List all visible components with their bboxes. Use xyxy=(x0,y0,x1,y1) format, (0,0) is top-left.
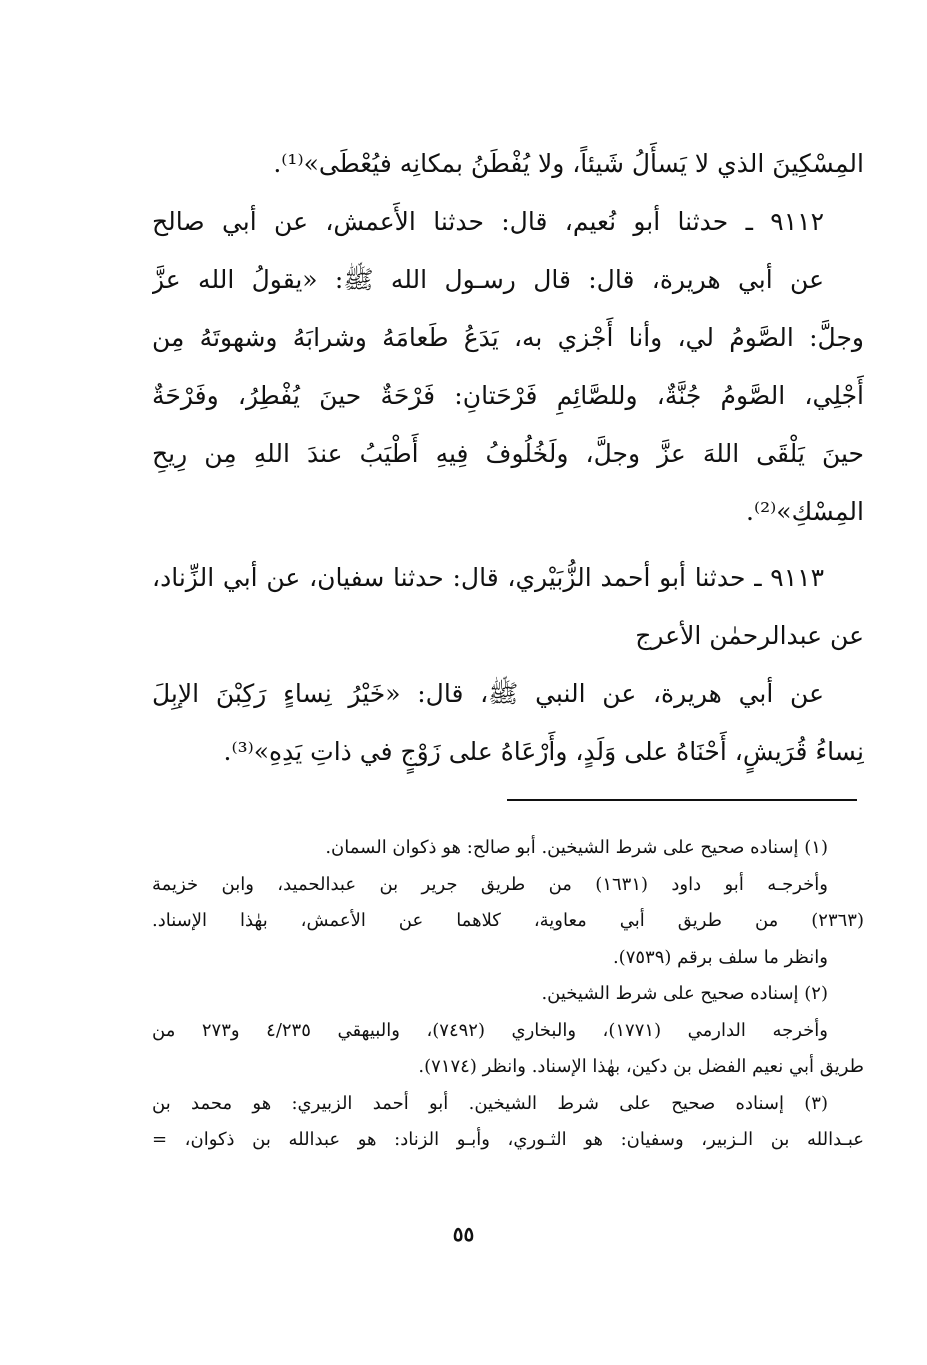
main-text xyxy=(152,135,864,781)
text-line: وجلَّ: الصَّومُ لي، وأنا أَجْزي به، يَدَعُ طَعامَهُ وشرابَهُ وشهوتَهُ مِن xyxy=(152,323,864,352)
footnote-line: طريق أبي نعيم الفضل بن دكين، بهٰذا الإسناد. وانظر (٧١٧٤). xyxy=(418,1056,864,1077)
footnote-line: (٢) إسناده صحيح على شرط الشيخين. xyxy=(541,983,828,1004)
footnote-line: وأخرجـه أبو داود (١٦٣١) من طريق جرير بن عبدالحميد، وابن خزيمة xyxy=(152,873,828,895)
text-line: نِساءُ قُرَيشٍ، أَحْنَاهُ على وَلَدٍ، وأَرْعَاهُ على زَوْجٍ في ذاتِ يَدِهِ»⁽³⁾. xyxy=(223,737,864,766)
footnote-line: (٢٣٦٣) من طريق أبي معاوية، كلاهما عن الأعمش، بهٰذا الإسناد. xyxy=(152,910,864,931)
text-line: المِسْكِينَ الذي لا يَسأَلُ شَيئاً، ولا يُفْطَنُ بمكانِه فيُعْطَى»⁽¹⁾. xyxy=(273,149,864,178)
text-line: أَجْلِي، الصَّومُ جُنَّةٌ، وللصَّائِمِ فَرْحَتانِ: فَرْحَةٌ حينَ يُفْطِرُ، وفَرْحَةٌ xyxy=(152,381,864,410)
page-number: ٥٥ xyxy=(452,1222,475,1246)
text-line: عن أبي هريرة، عن النبي ﷺ، قال: «خَيْرُ نِساءٍ رَكِبْنَ الإبِلَ xyxy=(152,679,824,708)
text-line: عن عبدالرحمٰن الأعرج xyxy=(635,621,864,650)
footnote-separator xyxy=(507,799,857,801)
footnote-line: وانظر ما سلف برقم (٧٥٣٩). xyxy=(612,946,828,968)
footnote-line: (٣) إسناده صحيح على شرط الشيخين. أبو أحمد الزبيري: هو محمد بن xyxy=(152,1092,828,1114)
text-line: المِسْكِ»⁽²⁾. xyxy=(746,497,864,526)
footnote-line: (١) إسناده صحيح على شرط الشيخين. أبو صالح: هو ذكوان السمان. xyxy=(325,837,828,858)
footnote-line: عبـدالله بن الـزبير، وسفيان: هو الثـوري، وأبـو الزناد: هو عبدالله بن ذكوان، = xyxy=(152,1129,864,1150)
footnotes xyxy=(152,830,864,1159)
hadith-9112-header: ٩١١٢ ـ حدثنا أبو نُعيم، قال: حدثنا الأَعمش، عن أبي صالح xyxy=(152,207,824,236)
hadith-9113-header: ٩١١٣ ـ حدثنا أبو أحمد الزُّبَيْري، قال: حدثنا سفيان، عن أبي الزِّناد، xyxy=(152,563,824,592)
text-line: حينَ يَلْقَى اللهَ عزَّ وجلَّ، ولَخُلُوفُ فِيهِ أَطْيَبُ عندَ اللهِ مِن رِيحِ xyxy=(152,439,864,468)
footnote-line: وأخرجه الدارمي (١٧٧١)، والبخاري (٧٤٩٢)، والبيهقي ٤/٢٣٥ و٢٧٣ من xyxy=(152,1019,828,1041)
text-line: عن أبي هريرة، قال: قال رسـول الله ﷺ: «يقولُ الله عزَّ xyxy=(152,265,824,294)
